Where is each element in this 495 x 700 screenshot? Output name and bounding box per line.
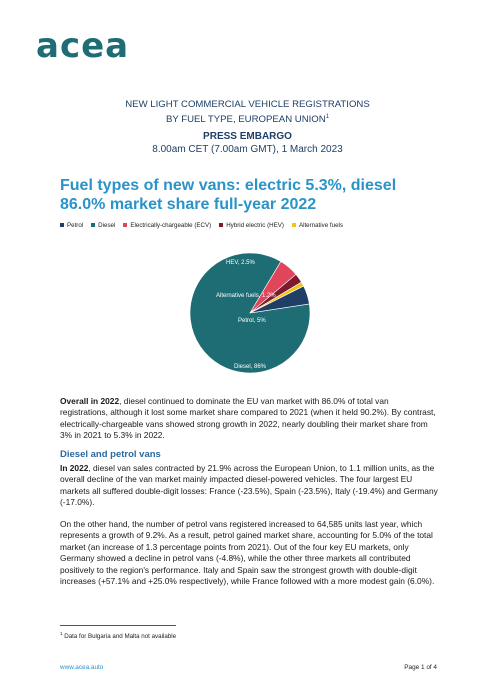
embargo-time: 8.00am CET (7.00am GMT), 1 March 2023 (152, 144, 343, 155)
legend-item (123, 222, 211, 229)
legend-item (91, 222, 115, 229)
paragraph-overall (60, 396, 438, 442)
legend-label: Diesel (98, 222, 116, 229)
chart-legend (60, 222, 440, 229)
legend-label: Electrically-chargeable (ECV) (130, 222, 212, 229)
headline: Fuel types of new vans: electric 5.3%, diesel 86.0% market share full-year 2022 (60, 177, 397, 213)
pie-data-label: Petrol, 5% (238, 318, 266, 324)
paragraph-overall-lead: Overall in 2022 (60, 396, 120, 406)
paragraph-diesel (60, 463, 438, 509)
pie-data-label: ECV, 5.3% (220, 246, 249, 252)
section-heading-diesel-petrol: Diesel and petrol vans (60, 449, 161, 460)
legend-item (60, 222, 83, 229)
website-link[interactable]: www.acea.auto (60, 664, 104, 671)
legend-item (219, 222, 284, 229)
footnote (60, 631, 176, 640)
report-title-line2 (0, 111, 495, 126)
pie-data-label: HEV, 2.5% (226, 260, 255, 266)
paragraph-diesel-text: , diesel van sales contracted by 21.9% across the European Union, to 1.1 million units, as the overall decline of the van market mainly impacted diesel-powered vehicles. The four largest EU markets all suffered double-digit losses: France (-23.5%), Spain (-23.5%), Italy (-19.4%) and Germany (-17.0%). (60, 463, 438, 508)
legend-label: Hybrid electric (HEV) (226, 222, 284, 229)
footnote-ref: 1 (325, 114, 330, 120)
legend-swatch (292, 223, 296, 227)
legend-swatch (123, 223, 127, 227)
paragraph-petrol: On the other hand, the number of petrol vans registered increased to 64,585 units last year, which represents a growth of 9.2%. As a result, petrol gained market share, accounting for 5.0% of the total market (an increase of 1.3 percentage points from 2021). Out of the four key EU markets, only Germany showed a decline in petrol vans (-4.8%), while the other three markets all contributed positively to the region's performance. Italy and Spain saw the strongest growth with double-digit increases (+57.1% and +25.0% respectively), while France followed with a more modest gain (6.0%). (60, 519, 435, 587)
pie-data-label: Alternative fuels, 1.2% (216, 293, 276, 299)
embargo-title: PRESS EMBARGO (203, 131, 292, 142)
footnote-marker: 1 (60, 631, 63, 636)
report-title-line2-text: BY FUEL TYPE, EUROPEAN UNION (165, 114, 326, 126)
page-number: Page 1 of 4 (404, 664, 437, 671)
legend-item (292, 222, 343, 229)
paragraph-diesel-lead: In 2022 (60, 463, 89, 473)
legend-label: Alternative fuels (298, 222, 343, 229)
footnote-text: Data for Bulgaria and Malta not available (64, 633, 177, 641)
pie-data-label: Diesel, 86% (233, 364, 267, 370)
legend-swatch (219, 223, 223, 227)
footnote-divider (60, 625, 176, 626)
acea-logo: acea (36, 26, 130, 66)
legend-swatch (91, 223, 95, 227)
legend-swatch (60, 223, 64, 227)
fuel-type-pie-chart (170, 240, 330, 386)
report-title-line1: NEW LIGHT COMMERCIAL VEHICLE REGISTRATIONS (125, 99, 370, 110)
paragraph-overall-text: , diesel continued to dominate the EU van market with 86.0% of total van registrations, although it lost some market share compared to 2021 (when it held 90.2%). By contrast, electrically-chargeable vans showed strong growth in 2022, nearly doubling their market share from 3% in 2021 to 5.3% in 2022. (60, 396, 436, 441)
legend-label: Petrol (67, 222, 84, 229)
